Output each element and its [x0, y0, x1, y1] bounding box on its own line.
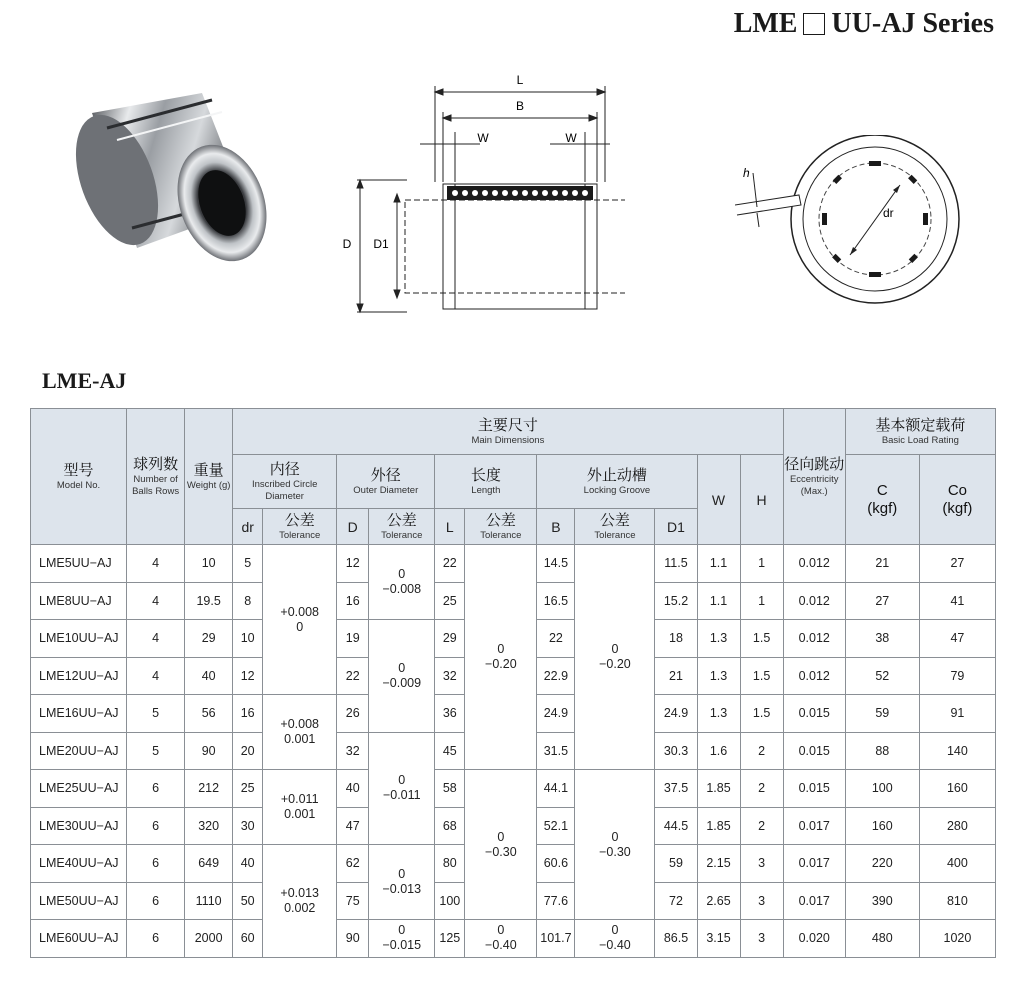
cell-dr: 20 [233, 732, 263, 770]
header-balls: 球列数 Number of Balls Rows [127, 409, 185, 545]
cell-W: 2.65 [697, 882, 740, 920]
header-weight: 重量 Weight (g) [185, 409, 233, 545]
cell-model: LME60UU−AJ [31, 920, 127, 958]
tolerance-lower: −0.40 [599, 938, 631, 953]
cell-balls: 4 [127, 657, 185, 695]
tolerance-L [465, 545, 537, 770]
cell-dr: 12 [233, 657, 263, 695]
cell-D: 19 [337, 620, 369, 658]
header-model: 型号 Model No. [31, 409, 127, 545]
cell-model: LME12UU−AJ [31, 657, 127, 695]
header-outer-diameter: 外径 Outer Diameter [337, 455, 435, 509]
table-row [31, 770, 996, 808]
cell-W: 3.15 [697, 920, 740, 958]
cell-C: 52 [845, 657, 919, 695]
cell-L: 29 [435, 620, 465, 658]
cell-model: LME40UU−AJ [31, 845, 127, 883]
tolerance-dr [263, 845, 337, 958]
cell-C: 88 [845, 732, 919, 770]
tolerance-B [575, 770, 655, 920]
cell-H: 3 [740, 845, 783, 883]
cell-model: LME20UU−AJ [31, 732, 127, 770]
tolerance-upper: 0 [611, 642, 619, 656]
cell-C: 21 [845, 545, 919, 583]
cell-D1: 30.3 [655, 732, 697, 770]
cell-B: 14.5 [537, 545, 575, 583]
cell-model: LME50UU−AJ [31, 882, 127, 920]
dim-label-D: D [342, 237, 352, 251]
cell-weight: 19.5 [185, 582, 233, 620]
cell-balls: 6 [127, 920, 185, 958]
tolerance-D [369, 920, 435, 958]
cell-model: LME10UU−AJ [31, 620, 127, 658]
cell-B: 60.6 [537, 845, 575, 883]
tolerance-D [369, 620, 435, 733]
subheader-tolerance-dr: 公差 Tolerance [263, 509, 337, 545]
tolerance-upper: +0.011 [280, 792, 319, 806]
cell-balls: 6 [127, 770, 185, 808]
cell-D: 47 [337, 807, 369, 845]
placeholder-box-icon [803, 13, 825, 35]
cell-weight: 29 [185, 620, 233, 658]
header-c: C (kgf) [845, 455, 919, 545]
cell-weight: 649 [185, 845, 233, 883]
cell-ecc: 0.015 [783, 732, 845, 770]
subheader-D1: D1 [655, 509, 697, 545]
tolerance-D [369, 545, 435, 620]
cell-ecc: 0.017 [783, 845, 845, 883]
dim-label-h: h [743, 166, 750, 180]
cell-L: 68 [435, 807, 465, 845]
tolerance-upper: +0.008 [280, 604, 319, 619]
cell-D: 75 [337, 882, 369, 920]
cell-L: 125 [435, 920, 465, 958]
cell-C: 59 [845, 695, 919, 733]
cell-weight: 90 [185, 732, 233, 770]
table-row [31, 920, 996, 958]
cell-ecc: 0.017 [783, 882, 845, 920]
cell-dr: 50 [233, 882, 263, 920]
tolerance-upper: +0.008 [280, 717, 319, 731]
cell-D1: 18 [655, 620, 697, 658]
header-length: 长度 Length [435, 455, 537, 509]
tolerance-lower: −0.008 [382, 582, 422, 596]
cell-C: 38 [845, 620, 919, 658]
cell-C: 100 [845, 770, 919, 808]
cell-model: LME8UU−AJ [31, 582, 127, 620]
dim-label-D1: D1 [373, 237, 389, 251]
tolerance-lower: −0.015 [382, 938, 422, 953]
series-suffix: UU-AJ Series [831, 8, 994, 39]
cell-W: 1.85 [697, 807, 740, 845]
tolerance-lower: −0.013 [382, 882, 422, 896]
cell-ecc: 0.015 [783, 770, 845, 808]
cell-Co: 1020 [919, 920, 995, 958]
tolerance-lower: −0.009 [382, 675, 422, 690]
cell-H: 1 [740, 582, 783, 620]
cell-Co: 160 [919, 770, 995, 808]
dim-label-B: B [515, 99, 525, 113]
tolerance-upper: 0 [611, 923, 619, 938]
cell-ecc: 0.020 [783, 920, 845, 958]
tolerance-D [369, 845, 435, 920]
cell-balls: 4 [127, 582, 185, 620]
dim-label-L: L [516, 73, 524, 87]
header-inner-diameter: 内径 Inscribed Circle Diameter [233, 455, 337, 509]
cell-C: 160 [845, 807, 919, 845]
tolerance-upper: 0 [497, 829, 505, 844]
cell-D1: 15.2 [655, 582, 697, 620]
cell-ecc: 0.012 [783, 582, 845, 620]
cell-balls: 6 [127, 845, 185, 883]
cell-ecc: 0.012 [783, 657, 845, 695]
cell-dr: 8 [233, 582, 263, 620]
cell-Co: 79 [919, 657, 995, 695]
cell-L: 25 [435, 582, 465, 620]
cell-D: 40 [337, 770, 369, 808]
cell-weight: 320 [185, 807, 233, 845]
cell-balls: 5 [127, 695, 185, 733]
cell-B: 22.9 [537, 657, 575, 695]
tolerance-upper: 0 [398, 567, 406, 581]
cell-D1: 37.5 [655, 770, 697, 808]
cell-B: 44.1 [537, 770, 575, 808]
cell-model: LME25UU−AJ [31, 770, 127, 808]
cell-C: 480 [845, 920, 919, 958]
spec-table [30, 408, 996, 958]
cell-L: 45 [435, 732, 465, 770]
cell-D1: 21 [655, 657, 697, 695]
header-w: W [697, 455, 740, 545]
cell-model: LME30UU−AJ [31, 807, 127, 845]
header-h: H [740, 455, 783, 545]
cell-B: 24.9 [537, 695, 575, 733]
cell-balls: 6 [127, 882, 185, 920]
tolerance-upper: 0 [398, 867, 406, 881]
tolerance-B [575, 920, 655, 958]
tolerance-upper: 0 [611, 829, 619, 844]
table-title: LME-AJ [42, 368, 127, 393]
tolerance-upper: 0 [497, 642, 505, 656]
cell-H: 3 [740, 882, 783, 920]
cell-balls: 6 [127, 807, 185, 845]
header-eccentricity: 径向跳动 Eccentricity (Max.) [783, 409, 845, 545]
cell-H: 2 [740, 732, 783, 770]
table-row [31, 545, 996, 583]
cell-dr: 16 [233, 695, 263, 733]
cell-balls: 4 [127, 545, 185, 583]
cell-dr: 10 [233, 620, 263, 658]
subheader-tolerance-D: 公差 Tolerance [369, 509, 435, 545]
subheader-D: D [337, 509, 369, 545]
cell-Co: 140 [919, 732, 995, 770]
cell-D: 16 [337, 582, 369, 620]
cell-dr: 30 [233, 807, 263, 845]
cell-balls: 5 [127, 732, 185, 770]
cell-dr: 60 [233, 920, 263, 958]
cell-B: 101.7 [537, 920, 575, 958]
cell-B: 22 [537, 620, 575, 658]
subheader-tolerance-B: 公差 Tolerance [575, 509, 655, 545]
cell-W: 1.1 [697, 545, 740, 583]
cell-D1: 44.5 [655, 807, 697, 845]
cell-dr: 5 [233, 545, 263, 583]
tolerance-lower: −0.30 [599, 844, 631, 859]
cell-weight: 40 [185, 657, 233, 695]
cell-weight: 2000 [185, 920, 233, 958]
cell-W: 1.1 [697, 582, 740, 620]
cell-ecc: 0.015 [783, 695, 845, 733]
cell-weight: 10 [185, 545, 233, 583]
tolerance-B [575, 545, 655, 770]
tolerance-dr [263, 770, 337, 845]
dim-label-dr: dr [883, 206, 894, 220]
tolerance-lower: 0.001 [284, 732, 316, 746]
tolerance-lower: 0.002 [284, 900, 316, 915]
cell-L: 36 [435, 695, 465, 733]
cell-H: 1.5 [740, 620, 783, 658]
cell-Co: 280 [919, 807, 995, 845]
cell-ecc: 0.012 [783, 620, 845, 658]
tolerance-lower: −0.20 [599, 657, 631, 671]
dim-label-W-left: W [477, 131, 489, 145]
tolerance-upper: 0 [398, 660, 406, 675]
cell-B: 77.6 [537, 882, 575, 920]
cell-D1: 11.5 [655, 545, 697, 583]
cell-C: 27 [845, 582, 919, 620]
cell-Co: 27 [919, 545, 995, 583]
tolerance-L [465, 770, 537, 920]
cell-H: 1.5 [740, 695, 783, 733]
cell-B: 52.1 [537, 807, 575, 845]
tolerance-upper: 0 [398, 773, 406, 788]
tolerance-upper: 0 [497, 923, 505, 938]
cell-Co: 41 [919, 582, 995, 620]
cell-W: 1.3 [697, 695, 740, 733]
subheader-B: B [537, 509, 575, 545]
series-prefix: LME [733, 8, 798, 39]
cell-D: 26 [337, 695, 369, 733]
cell-W: 1.85 [697, 770, 740, 808]
series-title [734, 8, 994, 40]
cell-ecc: 0.017 [783, 807, 845, 845]
subheader-tolerance-L: 公差 Tolerance [465, 509, 537, 545]
cell-L: 80 [435, 845, 465, 883]
header-main-dimensions: 主要尺寸 Main Dimensions [233, 409, 784, 455]
cell-D: 62 [337, 845, 369, 883]
cell-dr: 40 [233, 845, 263, 883]
cell-W: 2.15 [697, 845, 740, 883]
spec-table-body [31, 545, 996, 958]
cell-dr: 25 [233, 770, 263, 808]
cell-Co: 810 [919, 882, 995, 920]
cell-weight: 1110 [185, 882, 233, 920]
cell-weight: 212 [185, 770, 233, 808]
cell-weight: 56 [185, 695, 233, 733]
tolerance-L [465, 920, 537, 958]
cell-Co: 91 [919, 695, 995, 733]
cell-W: 1.6 [697, 732, 740, 770]
cell-D: 12 [337, 545, 369, 583]
subheader-L: L [435, 509, 465, 545]
subheader-dr: dr [233, 509, 263, 545]
tolerance-lower: −0.20 [485, 657, 517, 671]
bushing-photo [62, 88, 272, 288]
cell-L: 22 [435, 545, 465, 583]
header-co: Co (kgf) [919, 455, 995, 545]
cell-B: 16.5 [537, 582, 575, 620]
cell-C: 220 [845, 845, 919, 883]
cell-D: 32 [337, 732, 369, 770]
tolerance-upper: +0.013 [280, 885, 319, 900]
cell-W: 1.3 [697, 657, 740, 695]
cell-L: 58 [435, 770, 465, 808]
tolerance-lower: −0.40 [485, 938, 517, 953]
end-section-drawing [735, 135, 970, 315]
tolerance-lower: −0.011 [382, 788, 421, 803]
cell-H: 1.5 [740, 657, 783, 695]
cell-L: 100 [435, 882, 465, 920]
tolerance-lower: 0.001 [284, 807, 316, 821]
tolerance-dr [263, 545, 337, 695]
tolerance-D [369, 732, 435, 845]
cell-D: 90 [337, 920, 369, 958]
dim-label-W-right: W [565, 131, 577, 145]
cell-model: LME16UU−AJ [31, 695, 127, 733]
cell-D1: 24.9 [655, 695, 697, 733]
tolerance-dr [263, 695, 337, 770]
cell-B: 31.5 [537, 732, 575, 770]
side-section-drawing [335, 72, 625, 322]
cell-model: LME5UU−AJ [31, 545, 127, 583]
cell-W: 1.3 [697, 620, 740, 658]
cell-H: 3 [740, 920, 783, 958]
cell-ecc: 0.012 [783, 545, 845, 583]
cell-C: 390 [845, 882, 919, 920]
cell-D1: 72 [655, 882, 697, 920]
tolerance-lower: 0 [296, 619, 304, 634]
header-locking-groove: 外止动槽 Locking Groove [537, 455, 697, 509]
tolerance-lower: −0.30 [485, 844, 517, 859]
cell-balls: 4 [127, 620, 185, 658]
cell-Co: 47 [919, 620, 995, 658]
header-load-rating: 基本额定载荷 Basic Load Rating [845, 409, 995, 455]
cell-D1: 86.5 [655, 920, 697, 958]
cell-H: 2 [740, 770, 783, 808]
tolerance-upper: 0 [398, 923, 406, 938]
cell-D1: 59 [655, 845, 697, 883]
cell-Co: 400 [919, 845, 995, 883]
cell-H: 1 [740, 545, 783, 583]
cell-H: 2 [740, 807, 783, 845]
cell-D: 22 [337, 657, 369, 695]
cell-L: 32 [435, 657, 465, 695]
